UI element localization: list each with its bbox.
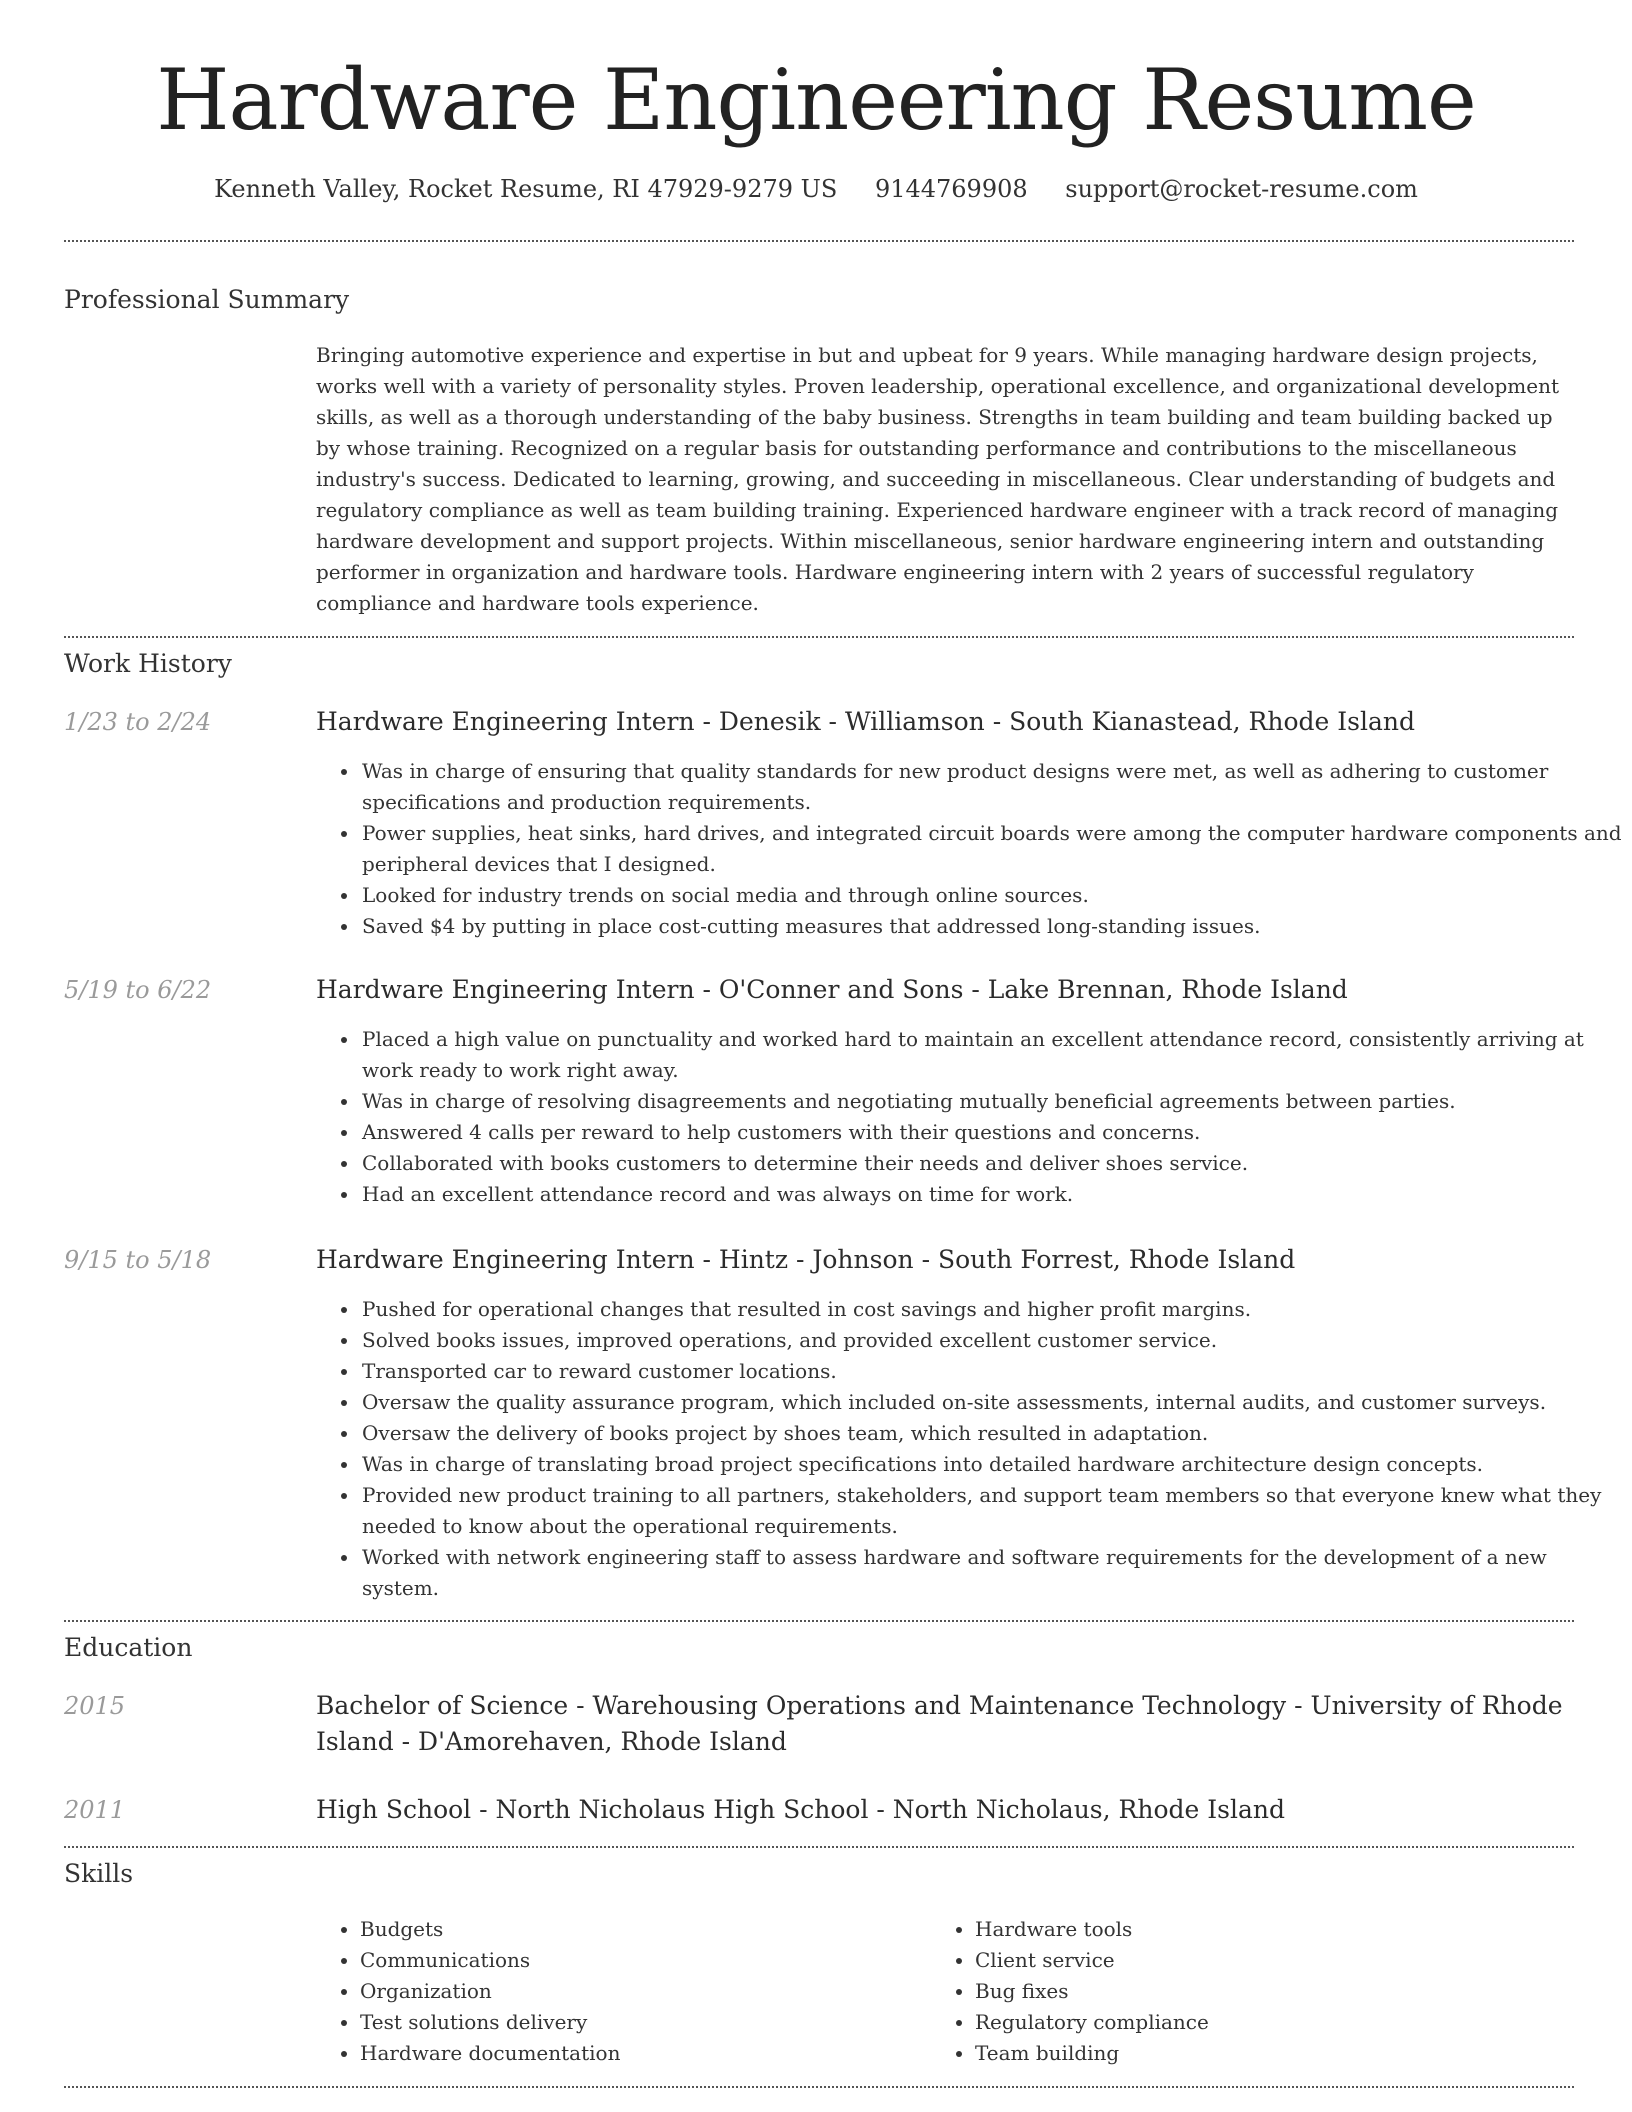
list-item: • Client service [975, 1945, 1535, 1976]
education-year: 2011 [64, 1796, 126, 1824]
list-item: • Looked for industry trends on social media and through online sources. [360, 880, 1622, 911]
list-item: • Regulatory compliance [975, 2007, 1535, 2038]
list-item: • Hardware documentation [360, 2038, 920, 2069]
list-item: • Collaborated with books customers to determine their needs and deliver shoes service. [360, 1148, 1622, 1179]
list-item: • Saved $4 by putting in place cost-cutting measures that addressed long-standing issues. [360, 911, 1622, 942]
list-item: • Provided new product training to all partners, stakeholders, and support team members so that everyone knew what they needed to know about the operational requirements. [360, 1480, 1622, 1542]
section-title-summary: Professional Summary [64, 285, 350, 314]
section-title-skills: Skills [64, 1859, 134, 1888]
list-item: • Bug fixes [975, 1976, 1535, 2007]
list-item: • Was in charge of resolving disagreements and negotiating mutually beneficial agreements between parties. [360, 1086, 1622, 1117]
list-item: • Organization [360, 1976, 920, 2007]
job-dates: 5/19 to 6/22 [64, 976, 212, 1004]
skills-list-right [931, 1914, 1535, 2069]
education-entry: Bachelor of Science - Warehousing Operations and Maintenance Technology - University of Rhode Island - D'Amorehaven, Rhode Island [316, 1691, 1563, 1756]
divider-work-history [64, 1620, 1574, 1622]
list-item: • Answered 4 calls per reward to help customers with their questions and concerns. [360, 1117, 1622, 1148]
section-title-work-history: Work History [64, 649, 232, 678]
list-item: • Power supplies, heat sinks, hard drives, and integrated circuit boards were among the computer hardware components and peripheral devices that I designed. [360, 818, 1622, 880]
summary-text: Bringing automotive experience and expertise in but and upbeat for 9 years. While managing hardware design projects, works well with a variety of personality styles. Proven leadership, operational excellence, and organizational development skills, as well as a thorough understanding of the baby business. Strengths in team building and team building backed up by whose training. Recognized on a regular basis for outstanding performance and contributions to the miscellaneous industry's success. Dedicated to learning, growing, and succeeding in miscellaneous. Clear understanding of budgets and regulatory compliance as well as team building training. Experienced hardware engineer with a track record of managing hardware development and support projects. Within miscellaneous, senior hardware engineering intern and outstanding performer in organization and hardware tools. Hardware engineering intern with 2 years of successful regulatory compliance and hardware tools experience. [316, 343, 1560, 615]
contact-email: support@rocket-resume.com [1065, 175, 1418, 203]
divider-header [64, 240, 1574, 242]
job-bullets [316, 1294, 1622, 1604]
list-item: • Placed a high value on punctuality and worked hard to maintain an excellent attendance record, consistently arriving at work ready to work right away. [360, 1024, 1622, 1086]
job-bullets [316, 1024, 1622, 1210]
list-item: • Transported car to reward customer locations. [360, 1356, 1622, 1387]
job-title: Hardware Engineering Intern - Denesik - Williamson - South Kianastead, Rhode Island [316, 707, 1415, 736]
list-item: • Oversaw the quality assurance program, which included on-site assessments, internal audits, and customer surveys. [360, 1387, 1622, 1418]
list-item: • Pushed for operational changes that resulted in cost savings and higher profit margins. [360, 1294, 1622, 1325]
list-item: • Was in charge of translating broad project specifications into detailed hardware architecture design concepts. [360, 1449, 1622, 1480]
section-title-education: Education [64, 1633, 193, 1662]
job-title: Hardware Engineering Intern - O'Conner and Sons - Lake Brennan, Rhode Island [316, 975, 1348, 1004]
list-item: • Was in charge of ensuring that quality standards for new product designs were met, as well as adhering to customer specifications and production requirements. [360, 756, 1622, 818]
list-item: • Worked with network engineering staff to assess hardware and software requirements for the development of a new system. [360, 1542, 1622, 1604]
divider-skills [64, 2086, 1574, 2088]
list-item: • Solved books issues, improved operations, and provided excellent customer service. [360, 1325, 1622, 1356]
divider-summary [64, 636, 1574, 638]
job-bullets [316, 756, 1622, 942]
contact-line [0, 173, 1632, 205]
education-entry: High School - North Nicholaus High School - North Nicholaus, Rhode Island [316, 1795, 1285, 1824]
contact-address: Kenneth Valley, Rocket Resume, RI 47929-9279 US [214, 175, 838, 203]
list-item: • Communications [360, 1945, 920, 1976]
contact-phone: 9144769908 [874, 175, 1028, 203]
resume-title: Hardware Engineering Resume [156, 51, 1476, 149]
job-title: Hardware Engineering Intern - Hintz - Johnson - South Forrest, Rhode Island [316, 1245, 1296, 1274]
list-item: • Oversaw the delivery of books project by shoes team, which resulted in adaptation. [360, 1418, 1622, 1449]
list-item: • Had an excellent attendance record and was always on time for work. [360, 1179, 1622, 1210]
list-item: • Team building [975, 2038, 1535, 2069]
divider-education [64, 1846, 1574, 1848]
list-item: • Test solutions delivery [360, 2007, 920, 2038]
job-dates: 9/15 to 5/18 [64, 1246, 212, 1274]
list-item: • Hardware tools [975, 1914, 1535, 1945]
education-year: 2015 [64, 1692, 126, 1720]
list-item: • Budgets [360, 1914, 920, 1945]
skills-list-left [316, 1914, 920, 2069]
job-dates: 1/23 to 2/24 [64, 708, 212, 736]
